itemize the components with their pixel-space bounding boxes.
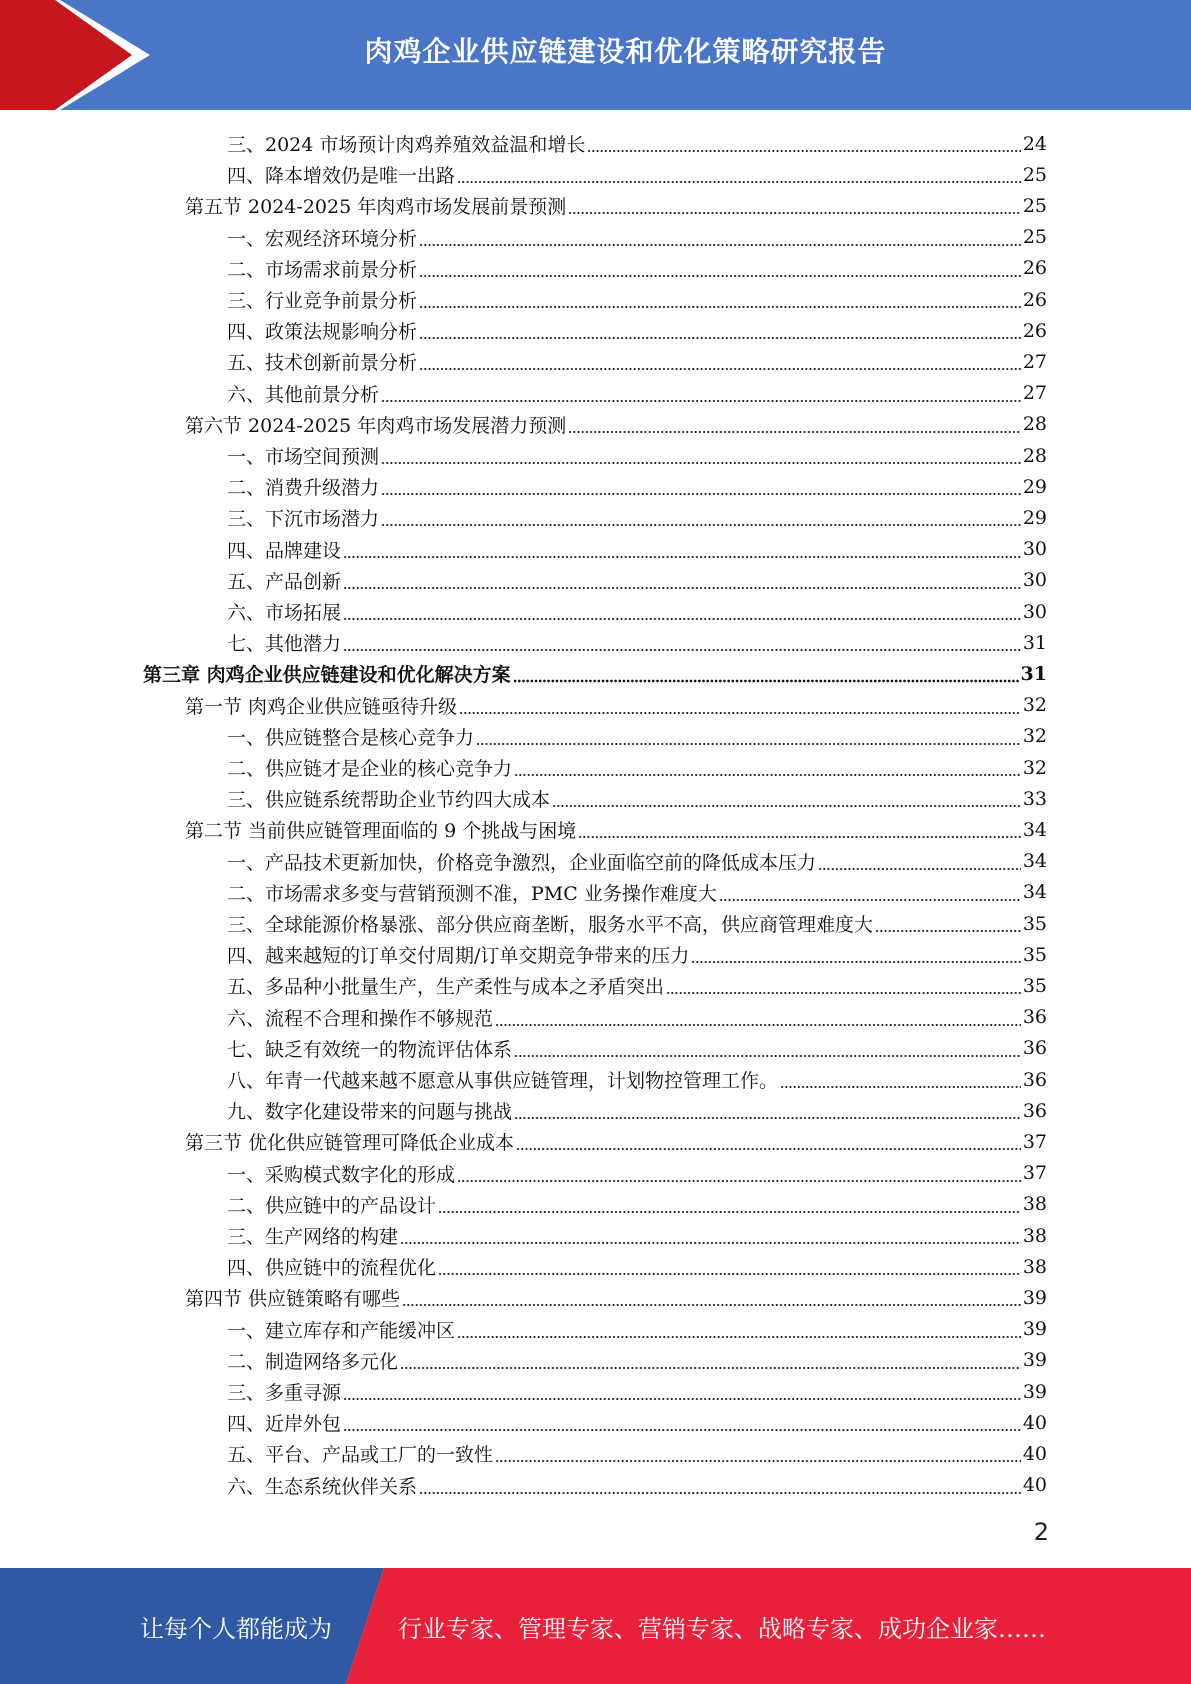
toc-entry-title: 二、市场需求多变与营销预测不准，PMC 业务操作难度大 (227, 882, 717, 905)
toc-dot-leader (381, 378, 1021, 409)
toc-entry-title: 三、多重寻源 (227, 1382, 342, 1404)
toc-entry-title: 三、生产网络的构建 (227, 1226, 399, 1248)
toc-entry-page: 27 (1022, 350, 1047, 373)
toc-dot-leader (552, 783, 1021, 814)
toc-entry-page: 40 (1022, 1474, 1047, 1497)
toc-entry-page: 32 (1022, 756, 1047, 779)
toc-entry-page: 38 (1022, 1193, 1047, 1216)
toc-entry-title: 三、行业竞争前景分析 (227, 290, 418, 312)
toc-dot-leader (419, 222, 1021, 253)
toc-dot-leader (495, 1002, 1021, 1033)
toc-dot-leader (457, 159, 1021, 190)
toc-entry-title: 二、制造网络多元化 (227, 1350, 399, 1373)
toc-dot-leader (666, 970, 1021, 1001)
toc-entry-page: 29 (1022, 475, 1047, 498)
document-title: 肉鸡企业供应链建设和优化策略研究报告 (364, 35, 887, 68)
page-footer (0, 1568, 1191, 1684)
toc-dot-leader (381, 502, 1021, 533)
toc-entry-title: 一、建立库存和产能缓冲区 (227, 1319, 456, 1342)
toc-entry-page: 35 (1022, 912, 1047, 935)
toc-dot-leader (875, 908, 1021, 939)
toc-entry-title: 一、采购模式数字化的形成 (227, 1163, 456, 1186)
toc-subsection-entry[interactable] (227, 284, 1047, 315)
toc-subsection-entry[interactable] (227, 1064, 1047, 1095)
toc-subsection-entry[interactable] (227, 1002, 1047, 1033)
toc-dot-leader (476, 721, 1021, 752)
toc-entry-page: 32 (1022, 725, 1047, 748)
toc-subsection-entry[interactable] (227, 1189, 1047, 1220)
toc-subsection-entry[interactable] (227, 346, 1047, 377)
toc-entry-title: 二、市场需求前景分析 (227, 258, 418, 281)
toc-subsection-entry[interactable] (227, 721, 1047, 752)
toc-entry-page: 30 (1022, 600, 1047, 623)
toc-subsection-entry[interactable] (227, 1314, 1047, 1345)
toc-dot-leader (343, 596, 1021, 627)
toc-dot-leader (495, 1438, 1021, 1469)
toc-entry-title: 二、供应链中的产品设计 (227, 1194, 437, 1217)
toc-entry-page: 37 (1022, 1162, 1047, 1185)
toc-entry-title: 三、供应链系统帮助企业节约四大成本 (227, 789, 551, 812)
toc-entry-page: 39 (1022, 1349, 1047, 1372)
toc-subsection-entry[interactable] (227, 1376, 1047, 1407)
footer-slogan-left: 让每个人都能成为 (140, 1614, 332, 1643)
toc-entry-title: 六、其他前景分析 (227, 383, 380, 406)
toc-dot-leader (457, 1158, 1021, 1189)
toc-subsection-entry[interactable] (227, 222, 1047, 253)
toc-subsection-entry[interactable] (227, 627, 1047, 658)
toc-dot-leader (514, 1033, 1021, 1064)
toc-entry-title: 二、消费升级潜力 (227, 477, 380, 500)
toc-entry-page: 28 (1022, 413, 1047, 436)
toc-subsection-entry[interactable] (227, 440, 1047, 471)
toc-entry-page: 30 (1022, 538, 1047, 561)
toc-subsection-entry[interactable] (227, 315, 1047, 346)
toc-entry-page: 39 (1022, 1286, 1047, 1309)
toc-entry-page: 36 (1022, 1006, 1047, 1029)
toc-dot-leader (457, 1314, 1021, 1345)
toc-entry-title: 四、供应链中的流程优化 (227, 1257, 437, 1280)
toc-subsection-entry[interactable] (227, 378, 1047, 409)
toc-entry-page: 26 (1022, 319, 1047, 342)
toc-entry-title: 一、供应链整合是核心竞争力 (227, 726, 475, 749)
toc-entry-title: 六、市场拓展 (227, 602, 342, 624)
toc-entry-title: 三、全球能源价格暴涨、部分供应商垄断，服务水平不高，供应商管理难度大 (227, 914, 874, 936)
toc-dot-leader (343, 627, 1021, 658)
toc-dot-leader (459, 690, 1021, 721)
toc-subsection-entry[interactable] (227, 1470, 1047, 1501)
toc-entry-title: 第三节 优化供应链管理可降低企业成本 (185, 1132, 515, 1155)
toc-entry-title: 一、市场空间预测 (227, 446, 380, 468)
toc-subsection-entry[interactable] (227, 253, 1047, 284)
toc-subsection-entry[interactable] (227, 1407, 1047, 1438)
toc-dot-leader (568, 190, 1021, 221)
toc-entry-page: 30 (1022, 569, 1047, 592)
toc-section-entry[interactable] (185, 814, 1047, 845)
toc-dot-leader (400, 1220, 1021, 1251)
toc-dot-leader (780, 1064, 1021, 1095)
toc-entry-page: 36 (1022, 1099, 1047, 1122)
toc-entry-title: 三、2024 市场预计肉鸡养殖效益温和增长 (227, 134, 586, 156)
toc-subsection-entry[interactable] (227, 128, 1047, 159)
toc-dot-leader (419, 315, 1021, 346)
toc-entry-title: 七、其他潜力 (227, 633, 342, 656)
toc-dot-leader (419, 284, 1021, 315)
toc-dot-leader (419, 1470, 1021, 1501)
toc-entry-page: 33 (1022, 787, 1047, 810)
toc-entry-title: 一、产品技术更新加快，价格竞争激烈，企业面临空前的降低成本压力 (227, 851, 817, 874)
toc-entry-title: 五、产品创新 (227, 570, 342, 593)
toc-entry-page: 37 (1022, 1130, 1047, 1153)
toc-entry-page: 26 (1022, 257, 1047, 280)
toc-dot-leader (343, 1407, 1021, 1438)
toc-entry-page: 31 (1022, 631, 1047, 654)
toc-entry-page: 25 (1022, 163, 1047, 186)
toc-subsection-entry[interactable] (227, 565, 1047, 596)
toc-entry-title: 四、越来越短的订单交付周期/订单交期竞争带来的压力 (227, 945, 690, 968)
toc-section-entry[interactable] (185, 190, 1047, 221)
toc-entry-title: 八、年青一代越来越不愿意从事供应链管理，计划物控管理工作。 (227, 1070, 779, 1092)
toc-entry-title: 六、流程不合理和操作不够规范 (227, 1007, 494, 1030)
toc-dot-leader (516, 1126, 1021, 1157)
toc-subsection-entry[interactable] (227, 1438, 1047, 1469)
toc-dot-leader (419, 253, 1021, 284)
toc-entry-title: 五、平台、产品或工厂的一致性 (227, 1444, 494, 1467)
toc-subsection-entry[interactable] (227, 471, 1047, 502)
toc-entry-page: 40 (1022, 1442, 1047, 1465)
toc-subsection-entry[interactable] (227, 752, 1047, 783)
toc-entry-page: 32 (1022, 694, 1047, 717)
toc-entry-title: 第四节 供应链策略有哪些 (185, 1288, 401, 1311)
toc-entry-page: 25 (1022, 194, 1047, 217)
toc-entry-title: 一、宏观经济环境分析 (227, 227, 418, 250)
header-chevron-icon (0, 0, 160, 110)
toc-entry-title: 第六节 2024-2025 年肉鸡市场发展潜力预测 (185, 414, 567, 437)
chevron-red (0, 0, 132, 110)
toc-subsection-entry[interactable] (227, 159, 1047, 190)
toc-entry-title: 七、缺乏有效统一的物流评估体系 (227, 1038, 513, 1061)
toc-entry-title: 四、政策法规影响分析 (227, 321, 418, 344)
toc-dot-leader (818, 846, 1021, 877)
toc-subsection-entry[interactable] (227, 783, 1047, 814)
toc-dot-leader (381, 471, 1021, 502)
toc-entry-title: 九、数字化建设带来的问题与挑战 (227, 1101, 513, 1124)
toc-entry-title: 五、多品种小批量生产，生产柔性与成本之矛盾突出 (227, 976, 665, 999)
toc-entry-page: 38 (1022, 1255, 1047, 1278)
toc-subsection-entry[interactable] (227, 534, 1047, 565)
toc-entry-title: 第三章 肉鸡企业供应链建设和优化解决方案 (143, 664, 511, 687)
toc-entry-page: 35 (1022, 943, 1047, 966)
toc-entry-page: 26 (1022, 288, 1047, 311)
toc-subsection-entry[interactable] (227, 502, 1047, 533)
toc-subsection-entry[interactable] (227, 1220, 1047, 1251)
toc-dot-leader (719, 877, 1021, 908)
toc-dot-leader (514, 752, 1021, 783)
toc-section-entry[interactable] (185, 1282, 1047, 1313)
toc-subsection-entry[interactable] (227, 1251, 1047, 1282)
toc-section-entry[interactable] (185, 1126, 1047, 1157)
toc-subsection-entry[interactable] (227, 1345, 1047, 1376)
toc-dot-leader (343, 1376, 1021, 1407)
toc-dot-leader (402, 1282, 1021, 1313)
page-header (0, 0, 1191, 110)
toc-entry-page: 25 (1022, 226, 1047, 249)
toc-entry-title: 四、近岸外包 (227, 1413, 342, 1436)
toc-dot-leader (343, 565, 1021, 596)
toc-dot-leader (578, 814, 1021, 845)
toc-entry-page: 29 (1022, 506, 1047, 529)
toc-entry-page: 28 (1022, 444, 1047, 467)
toc-entry-page: 39 (1022, 1380, 1047, 1403)
toc-entry-page: 40 (1022, 1411, 1047, 1434)
toc-dot-leader (419, 346, 1021, 377)
toc-dot-leader (438, 1189, 1021, 1220)
toc-entry-page: 34 (1022, 850, 1047, 873)
toc-entry-title: 第五节 2024-2025 年肉鸡市场发展前景预测 (185, 196, 567, 219)
toc-chapter-entry[interactable] (143, 658, 1047, 689)
toc-subsection-entry[interactable] (227, 1158, 1047, 1189)
toc-entry-page: 36 (1022, 1068, 1047, 1091)
toc-entry-title: 第一节 肉鸡企业供应链亟待升级 (185, 695, 458, 718)
toc-subsection-entry[interactable] (227, 970, 1047, 1001)
toc-dot-leader (691, 939, 1020, 970)
toc-entry-title: 五、技术创新前景分析 (227, 352, 418, 375)
toc-subsection-entry[interactable] (227, 877, 1047, 908)
toc-subsection-entry[interactable] (227, 596, 1047, 627)
toc-entry-title: 四、降本增效仍是唯一出路 (227, 165, 456, 188)
toc-entry-page: 35 (1022, 974, 1047, 997)
toc-dot-leader (587, 128, 1020, 159)
toc-entry-page: 38 (1022, 1224, 1047, 1247)
toc-entry-page: 34 (1022, 881, 1047, 904)
toc-dot-leader (568, 409, 1021, 440)
toc-subsection-entry[interactable] (227, 1095, 1047, 1126)
toc-entry-page: 36 (1022, 1037, 1047, 1060)
toc-entry-title: 三、下沉市场潜力 (227, 508, 380, 531)
toc-entry-title: 第二节 当前供应链管理面临的 9 个挑战与困境 (185, 820, 577, 843)
toc-dot-leader (381, 440, 1021, 471)
toc-dot-leader (343, 534, 1021, 565)
toc-dot-leader (514, 1095, 1021, 1126)
toc-entry-page: 34 (1022, 818, 1047, 841)
toc-entry-title: 四、品牌建设 (227, 539, 342, 562)
toc-entry-page: 24 (1022, 132, 1047, 155)
toc-subsection-entry[interactable] (227, 846, 1047, 877)
toc-subsection-entry[interactable] (227, 908, 1047, 939)
toc-section-entry[interactable] (185, 409, 1047, 440)
toc-section-entry[interactable] (185, 690, 1047, 721)
toc-entry-title: 二、供应链才是企业的核心竞争力 (227, 758, 513, 780)
toc-dot-leader (400, 1345, 1021, 1376)
toc-subsection-entry[interactable] (227, 939, 1047, 970)
toc-entry-page: 27 (1022, 382, 1047, 405)
toc-dot-leader (513, 658, 1019, 689)
toc-subsection-entry[interactable] (227, 1033, 1047, 1064)
footer-slogan-right: 行业专家、管理专家、营销专家、战略专家、成功企业家…… (398, 1614, 1046, 1643)
page-number: 2 (1033, 1518, 1049, 1546)
toc-dot-leader (438, 1251, 1021, 1282)
toc-entry-title: 六、生态系统伙伴关系 (227, 1475, 418, 1498)
toc-entry-page: 31 (1020, 662, 1047, 685)
toc-entry-page: 39 (1022, 1318, 1047, 1341)
